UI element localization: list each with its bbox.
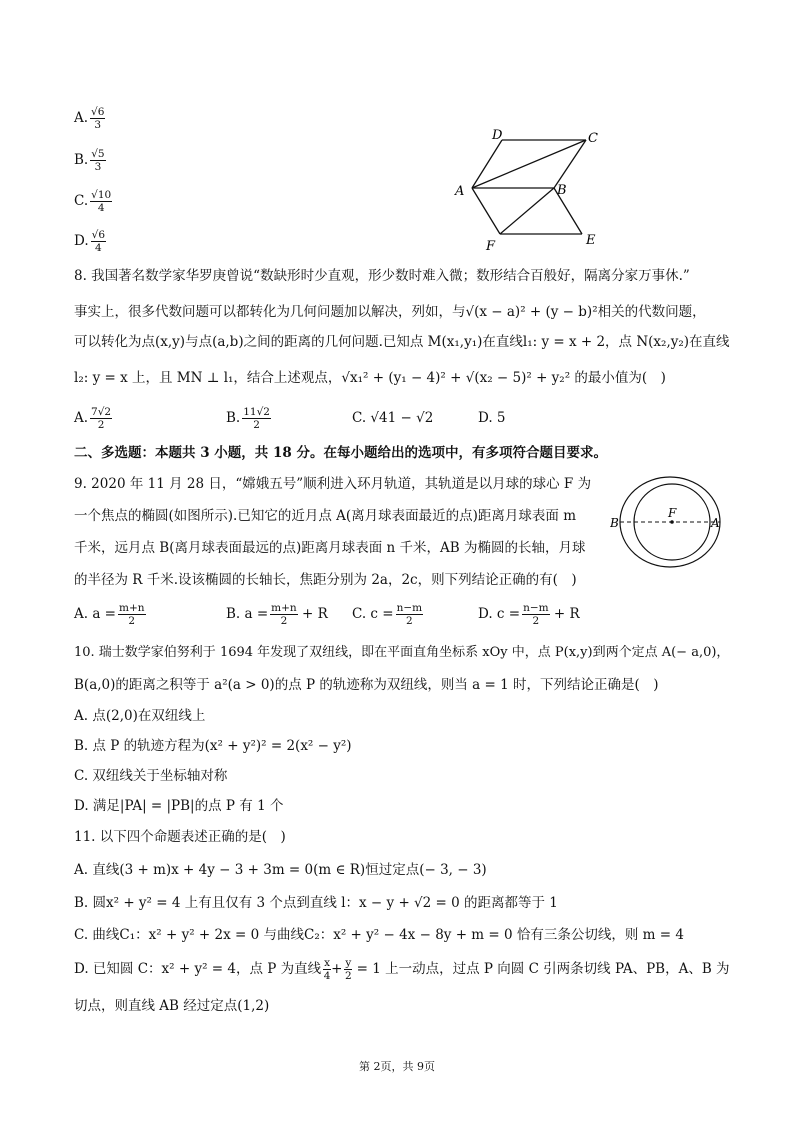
segment-ac (472, 140, 586, 188)
q10-option-c: C. 双纽线关于坐标轴对称 (74, 768, 228, 784)
label-b: B (557, 183, 567, 198)
fraction: $\frac{y}{2}$ (345, 957, 352, 982)
label-e: E (586, 233, 596, 248)
q11-option-b: B. 圆x² + y² = 4 上有且仅有 3 个点到直线 l：x − y + √2 = 0 的距离都等于 1 (74, 895, 558, 911)
q8-option-c: C. √41 − √2 (352, 410, 434, 426)
q11-option-d-line-2: 切点，则直线 AB 经过定点(1,2) (74, 998, 270, 1014)
q7-option-a: A. $\frac{√6}{3}$ (74, 106, 105, 131)
label-c: C (588, 131, 598, 146)
label-d: D (492, 128, 503, 143)
q11-option-c: C. 曲线C₁：x² + y² + 2x = 0 与曲线C₂：x² + y² − 4x − 8y + m = 0 恰有三条公切线，则 m = 4 (74, 927, 684, 943)
q9-line-1: 9. 2020 年 11 月 28 日，“嫦娥五号”顺利进入环月轨道，其轨道是以月球的球心 F 为 (74, 476, 592, 492)
segment-af (472, 188, 500, 234)
section-heading: 二、多选题：本题共 3 小题，共 18 分。在每小题给出的选项中，有多项符合题目要求。 (74, 445, 607, 461)
q9-line-4: 的半径为 R 千米.设该椭圆的长轴长，焦距分别为 2a，2c，则下列结论正确的有( ) (74, 572, 577, 588)
q10-option-d: D. 满足|PA| = |PB|的点 P 有 1 个 (74, 798, 284, 814)
fraction: $\frac{m+n}{2}$ (271, 602, 297, 627)
fraction: $\frac{n-m}{2}$ (396, 602, 423, 627)
q8-option-d: D. 5 (478, 410, 506, 426)
fraction: $\frac{7√2}{2}$ (91, 406, 112, 431)
q9-option-d: D. c = $\frac{n-m}{2}$ + R (478, 602, 580, 627)
q9-line-2: 一个焦点的椭圆(如图所示).已知它的近月点 A(离月球表面最近的点)距离月球表面 m (74, 508, 576, 524)
q11-option-d: D. 已知圆 C：x² + y² = 4，点 P 为直线 $\frac{x}{4}$ + $\frac{y}{2}$ = 1 上一动点，过点 P 向圆 C 引两条切线 PA、PB，A、B 为 (74, 957, 730, 982)
segment-da (472, 140, 502, 188)
label-a: A (711, 516, 720, 530)
segment-fb (500, 188, 554, 234)
q8-option-b: B. $\frac{11√2}{2}$ (226, 406, 270, 431)
q9-line-3: 千米，远月点 B(离月球表面最远的点)距离月球表面 n 千米，AB 为椭圆的长轴，月球 (74, 540, 586, 556)
q8-line-1: 8. 我国著名数学家华罗庚曾说“数缺形时少直观，形少数时难入微；数形结合百般好，隔离分家万事休.” (74, 268, 690, 284)
fraction: $\frac{x}{4}$ (323, 957, 331, 982)
q10-option-b: B. 点 P 的轨迹方程为(x² + y²)² = 2(x² − y²) (74, 738, 352, 754)
q11-option-a: A. 直线(3 + m)x + 4y − 3 + 3m = 0(m ∈ R)恒过定点(− 3, − 3) (74, 862, 487, 878)
q8-option-a: A. $\frac{7√2}{2}$ (74, 406, 112, 431)
fraction: $\frac{√5}{3}$ (91, 148, 105, 173)
q10-option-a: A. 点(2,0)在双纽线上 (74, 708, 206, 724)
q9-option-a: A. a = $\frac{m+n}{2}$ (74, 602, 145, 627)
q8-line-4: l₂: y = x 上，且 MN ⊥ l₁，结合上述观点，√x₁² + (y₁ − 4)² + √(x₂ − 5)² + y₂² 的最小值为( ) (74, 370, 666, 386)
q7-option-d: D. $\frac{√6}{4}$ (74, 229, 106, 254)
q8-line-2: 事实上，很多代数问题可以都转化为几何问题加以解决，列如，与√(x − a)² + (y − b)²相关的代数问题， (74, 304, 706, 320)
q10-line-1: 10. 瑞士数学家伯努利于 1694 年发现了双纽线，即在平面直角坐标系 xOy 中，点 P(x,y)到两个定点 A(− a,0)， (74, 645, 730, 660)
fraction: $\frac{n-m}{2}$ (523, 602, 549, 627)
q8-line-3: 可以转化为点(x,y)与点(a,b)之间的距离的几何问题.已知点 M(x₁,y₁)在直线l₁: y = x + 2，点 N(x₂,y₂)在直线 (74, 334, 730, 350)
fraction: $\frac{11√2}{2}$ (243, 406, 270, 431)
q7-option-c: C. $\frac{√10}{4}$ (74, 189, 112, 214)
fraction: $\frac{√6}{4}$ (91, 229, 106, 254)
q9-option-b: B. a = $\frac{m+n}{2}$ + R (226, 602, 328, 627)
fraction: $\frac{m+n}{2}$ (118, 602, 145, 627)
fraction: $\frac{√6}{3}$ (91, 106, 105, 131)
label-f: F (486, 239, 496, 252)
focus-point (670, 520, 674, 524)
label-a: A (455, 184, 465, 199)
label-b: B (610, 516, 619, 530)
orbit-figure (610, 474, 730, 570)
label-f: F (668, 506, 677, 520)
q9-option-c: C. c = $\frac{n-m}{2}$ (352, 602, 423, 627)
page-footer: 第 2页，共 9页 (359, 1060, 435, 1073)
q11-line-1: 11. 以下四个命题表述正确的是( ) (74, 829, 286, 845)
parallelogram-figure (440, 122, 620, 252)
q10-line-2: B(a,0)的距离之积等于 a²(a > 0)的点 P 的轨迹称为双纽线，则当 a = 1 时，下列结论正确是( ) (74, 677, 659, 693)
fraction: $\frac{√10}{4}$ (91, 189, 112, 214)
q7-option-b: B. $\frac{√5}{3}$ (74, 148, 105, 173)
